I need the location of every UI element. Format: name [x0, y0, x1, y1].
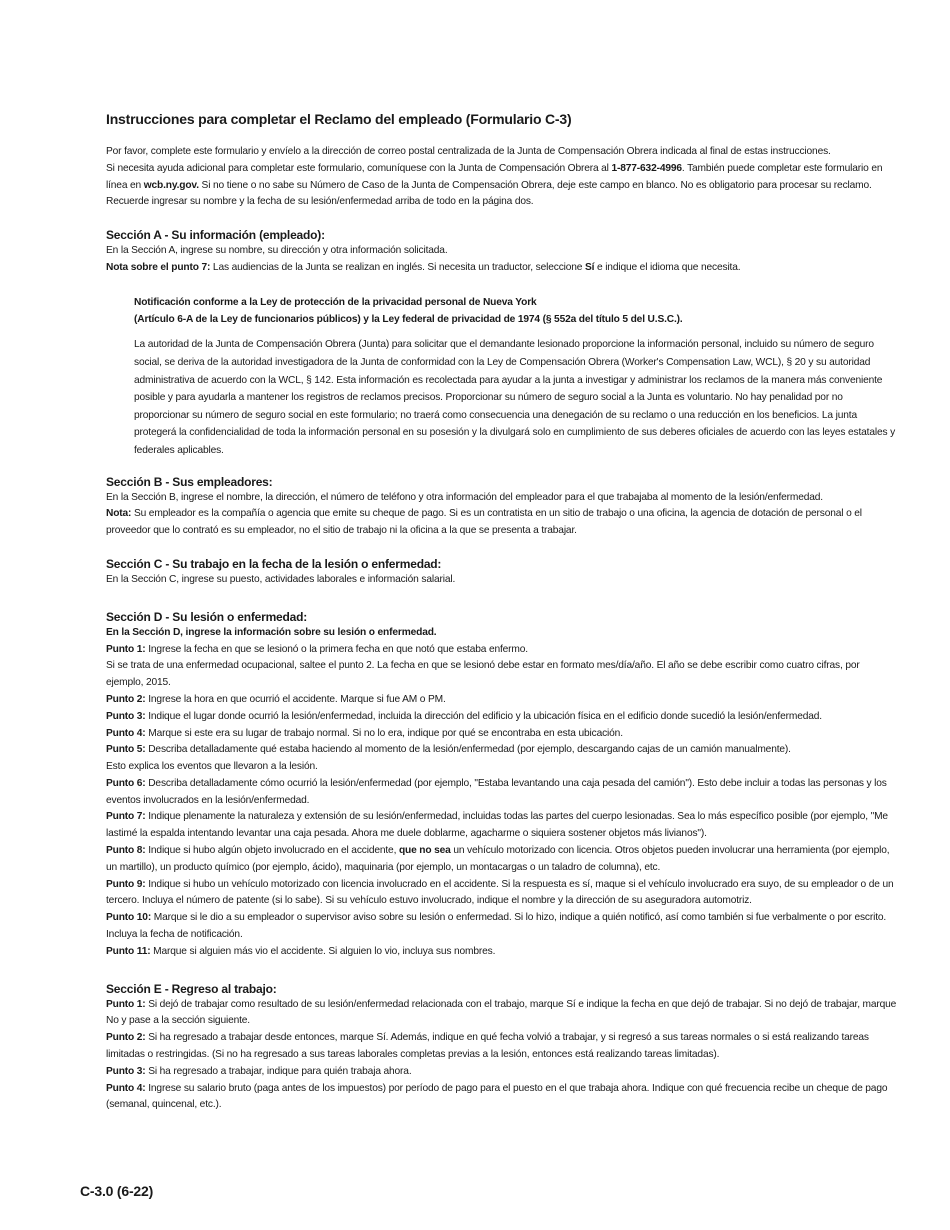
section-c: [106, 556, 898, 589]
privacy-notice-title: [134, 295, 898, 329]
punto-label: Punto 11:: [106, 945, 151, 957]
section-d-subheading: En la Sección D, ingrese la información sobre su lesión o enfermedad.: [106, 626, 437, 638]
note-si: Sí: [584, 261, 595, 273]
privacy-notice: [134, 295, 898, 460]
help-phone-number: 1-877-632-4996: [611, 162, 682, 174]
punto-text: Si dejó de trabajar como resultado de su lesión/enfermedad relacionada con el trabajo, marque Sí e indique la fecha en que dejó de trabajar. Si no dejó de trabajar, marque No y pase a la sección siguiente.: [106, 998, 897, 1027]
punto-4: [106, 726, 898, 743]
section-a-note: [106, 260, 898, 277]
note-label: Nota:: [106, 508, 132, 520]
punto-2: [106, 692, 898, 709]
intro-paragraph-2: [106, 161, 898, 211]
instructions-content: [106, 110, 898, 1114]
punto-label: Punto 1:: [106, 643, 146, 655]
punto-label: Punto 4:: [106, 1082, 146, 1094]
punto-1: [106, 997, 898, 1031]
punto-text: Describa detalladamente cómo ocurrió la lesión/enfermedad (por ejemplo, "Estaba levantando una caja pesada del camión"). Esto debe incluir a todas las personas y los eventos involucrados en la lesión/enfermedad.: [106, 777, 887, 806]
section-b-line: En la Sección B, ingrese el nombre, la dirección, el número de teléfono y otra información del empleador para el que trabajaba al momento de la lesión/enfermedad.: [106, 491, 823, 503]
form-code: C-3.0 (6-22): [80, 1183, 154, 1199]
punto-text: Indique plenamente la naturaleza y extensión de su lesión/enfermedad, incluidas todas las partes del cuerpo lesionadas. Sea lo más específico posible (por ejemplo, "Me lastimé la espalda intentando levantar una caja pesada. Ahora me duele doblarme, agacharme o siquiera sostener objetos más livianos").: [106, 811, 888, 840]
section-b: [106, 474, 898, 540]
privacy-notice-body: La autoridad de la Junta de Compensación Obrera (Junta) para solicitar que el demandante lesionado proporcione la información personal, incluido su número de seguro social, se deriva de la autoridad investigadora de la Junta de conformidad con la Ley de Compensación Obrera (Worker's Compensation Law, WCL), § 20 y su autoridad administrativa de acuerdo con la WCL, § 142. Esta información es recolectada para ayudar a la junta a investigar y administrar los reclamos de la manera más conveniente posible y para ayudarla a mantener los registros de reclamos precisos. Proporcionar su número de seguro social a la Junta es voluntario. No hay penalidad por no proporcionar su número de seguro social en este formulario; no traerá como consecuencia una denegación de su reclamo o una reducción en los beneficios. La junta protegerá la confidencialidad de toda la información personal en su posesión y la divulgará solo en cumplimiento de sus deberes oficiales de acuerdo con las leyes estatales y federales aplicables.: [134, 339, 896, 456]
punto-label: Punto 6:: [106, 777, 146, 789]
punto-1-extra: Si se trata de una enfermedad ocupacional, saltee el punto 2. La fecha en que se lesionó debe estar en formato mes/día/año. El año se debe escribir como cuatro cifras, por ejemplo, 2015.: [106, 660, 860, 689]
punto-label: Punto 2:: [106, 693, 146, 705]
punto-label: Punto 7:: [106, 811, 146, 823]
punto-label: Punto 3:: [106, 1065, 146, 1077]
section-e-heading: Sección E - Regreso al trabajo:: [106, 981, 277, 996]
punto-label: Punto 2:: [106, 1032, 146, 1044]
punto-8: [106, 843, 898, 877]
intro-text: Si necesita ayuda adicional para completar este formulario, comuníquese con la Junta de Compensación Obrera al: [106, 162, 612, 174]
section-b-note: [106, 506, 898, 540]
punto-text: Ingrese su salario bruto (paga antes de los impuestos) por período de pago para el puesto en el que trabaja ahora. Indique con qué frecuencia recibe un cheque de pago (semanal, quincenal, etc.).: [106, 1082, 888, 1111]
punto-10: [106, 910, 898, 944]
punto-text: Marque si alguien más vio el accidente. Si alguien lo vio, incluya sus nombres.: [150, 945, 496, 957]
section-e: [106, 981, 898, 1115]
punto-3: [106, 709, 898, 726]
punto-text: Marque si le dio a su empleador o supervisor aviso sobre su lesión o enfermedad. Si lo hizo, indique a quién notificó, así como también si fue verbalmente o por escrito. Incluya la fecha de notificación.: [106, 912, 887, 941]
section-d: [106, 609, 898, 961]
page-title: Instrucciones para completar el Reclamo del empleado (Formulario C-3): [106, 111, 572, 127]
punto-label: Punto 9:: [106, 878, 146, 890]
punto-text: Ingrese la hora en que ocurrió el accidente. Marque si fue AM o PM.: [145, 693, 446, 705]
intro-paragraph-1: Por favor, complete este formulario y envíelo a la dirección de correo postal centralizada de la Junta de Compensación Obrera indicada al final de estas instrucciones.: [106, 146, 831, 157]
punto-label: Punto 10:: [106, 912, 152, 924]
privacy-title-line-2: (Artículo 6-A de la Ley de funcionarios públicos) y la Ley federal de privacidad de 1974 (§ 552a del título 5 del U.S.C.).: [134, 313, 683, 325]
punto-text: Marque si este era su lugar de trabajo normal. Si no lo era, indique por qué se encontraba en esta ubicación.: [145, 727, 623, 739]
note-text: Su empleador es la compañía o agencia que emite su cheque de pago. Si es un contratista en un sitio de trabajo o una oficina, la agencia de dotación de personal o el proveedor que lo contrató es su empleador, no el sitio de trabajo ni la oficina a la que se presenta a trabajar.: [106, 508, 862, 537]
punto-2: [106, 1030, 898, 1064]
punto-text: Describa detalladamente qué estaba haciendo al momento de la lesión/enfermedad (por ejemplo, descargando cajas de un camión manualmente).: [145, 744, 791, 756]
punto-label: Punto 1:: [106, 998, 146, 1010]
section-a-heading: Sección A - Su información (empleado):: [106, 228, 325, 243]
punto-1: [106, 642, 898, 659]
punto-label: Punto 3:: [106, 710, 146, 722]
punto-text: Indique si hubo algún objeto involucrado en el accidente,: [145, 845, 399, 857]
punto-3: [106, 1064, 898, 1081]
punto-4: [106, 1081, 898, 1115]
intro-text: Si no tiene o no sabe su Número de Caso de la Junta de Compensación Obrera, deje este campo en blanco. No es obligatorio para procesar su reclamo. Recuerde ingresar su nombre y la fecha de su lesión/enfermedad arriba de todo en la página dos.: [106, 179, 872, 208]
note-text: e indique el idioma que necesita.: [594, 261, 741, 273]
section-a-line: En la Sección A, ingrese su nombre, su dirección y otra información solicitada.: [106, 245, 448, 257]
punto-text: un vehículo motorizado con licencia. Otros objetos pueden involucrar una herramienta (por ejemplo, un martillo), un producto químico (por ejemplo, ácido), maquinaria (por ejemplo, un montacargas o un taladro de columna), etc.: [106, 845, 890, 873]
punto-9: [106, 877, 898, 911]
website-link[interactable]: wcb.ny.gov.: [143, 179, 199, 191]
punto-5-extra: Esto explica los eventos que llevaron a la lesión.: [106, 761, 318, 773]
punto-text: Ingrese la fecha en que se lesionó o la primera fecha en que notó que estaba enfermo.: [145, 643, 528, 655]
punto-text: Si ha regresado a trabajar desde entonces, marque Sí. Además, indique en qué fecha volvió a trabajar, y si regresó a sus tareas normales o si está realizando tareas limitadas o restringidas. (Si no ha regresado a sus tareas laborales completas previas a la lesión, entonces está realizando tareas limitadas).: [106, 1032, 869, 1061]
punto-7: [106, 809, 898, 843]
punto-5: [106, 742, 898, 759]
punto-6: [106, 776, 898, 810]
privacy-title-line-1: Notificación conforme a la Ley de protección de la privacidad personal de Nueva York: [134, 296, 537, 308]
punto-text: Indique si hubo un vehículo motorizado con licencia involucrado en el accidente. Si la respuesta es sí, maque si el vehículo involucrado era suyo, de su empleador o de un tercero. Incluya el número de patente (si lo sabe). Si su vehículo estuvo involucrado, indique el nombre y la dirección de su aseguradora automotriz.: [106, 878, 894, 907]
punto-text: Si ha regresado a trabajar, indique para quién trabaja ahora.: [145, 1065, 412, 1077]
punto-label: Punto 4:: [106, 727, 146, 739]
intro-text: . También puede completar este formulario en línea en: [106, 162, 883, 191]
punto-label: Punto 8:: [106, 845, 146, 857]
note-label: Nota sobre el punto 7:: [106, 261, 211, 273]
punto-emphasis: que no sea: [398, 845, 451, 857]
section-c-line: En la Sección C, ingrese su puesto, actividades laborales e información salarial.: [106, 573, 456, 585]
intro: [106, 144, 898, 211]
section-a: [106, 227, 898, 277]
section-d-heading: Sección D - Su lesión o enfermedad:: [106, 609, 308, 624]
section-b-heading: Sección B - Sus empleadores:: [106, 474, 273, 489]
section-c-heading: Sección C - Su trabajo en la fecha de la lesión o enfermedad:: [106, 556, 442, 571]
punto-label: Punto 5:: [106, 744, 146, 756]
note-text: Las audiencias de la Junta se realizan en inglés. Si necesita un traductor, seleccione: [210, 261, 585, 273]
punto-text: Indique el lugar donde ocurrió la lesión/enfermedad, incluida la dirección del edificio y la ubicación física en el edificio donde sucedió la lesión/enfermedad.: [145, 710, 822, 722]
punto-11: [106, 944, 898, 961]
